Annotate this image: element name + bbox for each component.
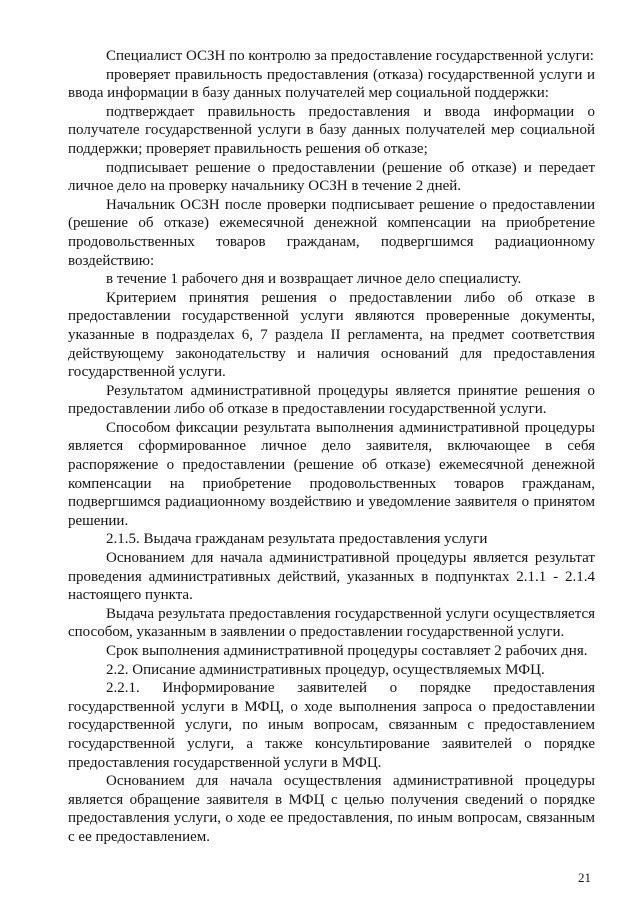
paragraph: Способом фиксации результата выполнения административной процедуры является сформированное личное дело заявителя, включающее в себя распоряжение о предоставлении (решение об отказе) ежемесячной денежной компенсации на приобретение продовольственных товаров гражданам, подвергшимся радиационному воздействию и уведомление заявителя о принятом решении. <box>68 419 595 529</box>
paragraph: Срок выполнения административной процедуры составляет 2 рабочих дня. <box>106 643 588 659</box>
paragraph: Основанием для начала административной процедуры является результат проведения административных действий, указанных в подпунктах 2.1.1 - 2.1.4 настоящего пункта. <box>68 550 595 604</box>
section-heading: 2.1.5. Выдача гражданам результата предоставления услуги <box>106 531 488 548</box>
paragraph: Критерием принятия решения о предоставлении либо об отказе в предоставлении государственной услуги являются проверенные документы, указанные в подразделах 6, 7 раздела II регламента, на предмет соответствия действующему законодательству и наличия оснований для предоставления государственной услуги. <box>68 289 595 381</box>
paragraph: Выдача результата предоставления государственной услуги осуществляется способом, указанным в заявлении о предоставлении государственной услуги. <box>68 605 595 641</box>
paragraph: Начальник ОСЗН после проверки подписывает решение о предоставлении (решение об отказе) ежемесячной денежной компенсации на приобретение продовольственных товаров гражданам, подвергшимся радиационному воздействию: <box>68 196 595 269</box>
paragraph: 2.2.1. Информирование заявителей о порядке предоставления государственной услуги в МФЦ, о ходе выполнения запроса о предоставлении государственной услуги, по иным вопросам, связанным с предоставлением государственной услуги, а также консультирование заявителей о порядке предоставления государственной услуги в МФЦ. <box>68 680 595 771</box>
paragraph: Специалист ОСЗН по контролю за предоставление государственной услуги: <box>106 48 594 64</box>
paragraph: в течение 1 рабочего дня и возвращает личное дело специалисту. <box>106 271 522 288</box>
paragraph: подписывает решение о предоставлении (решение об отказе) и передает личное дело на проверку начальнику ОСЗН в течение 2 дней. <box>68 159 595 195</box>
page-number: 21 <box>578 870 591 885</box>
paragraph: подтверждает правильность предоставления и ввода информации о получателе государственной услуги в базу данных получателей мер социальной поддержки; проверяет правильность решения об отказе; <box>68 103 595 157</box>
section-heading: 2.2. Описание административных процедур, осуществляемых МФЦ. <box>106 661 545 678</box>
paragraph: проверяет правильность предоставления (отказа) государственной услуги и ввода информации в базу данных получателей мер социальной поддержки: <box>68 66 595 102</box>
paragraph: Результатом административной процедуры является принятие решения о предоставлении либо об отказе в предоставлении государственной услуги. <box>68 382 595 418</box>
document-body <box>68 47 595 847</box>
paragraph: Основанием для начала осуществления административной процедуры является обращение заявителя в МФЦ с целью получения сведений о порядке предоставления услуги, о ходе ее предоставления, по иным вопросам, связанным с ее предоставлением. <box>68 773 595 845</box>
